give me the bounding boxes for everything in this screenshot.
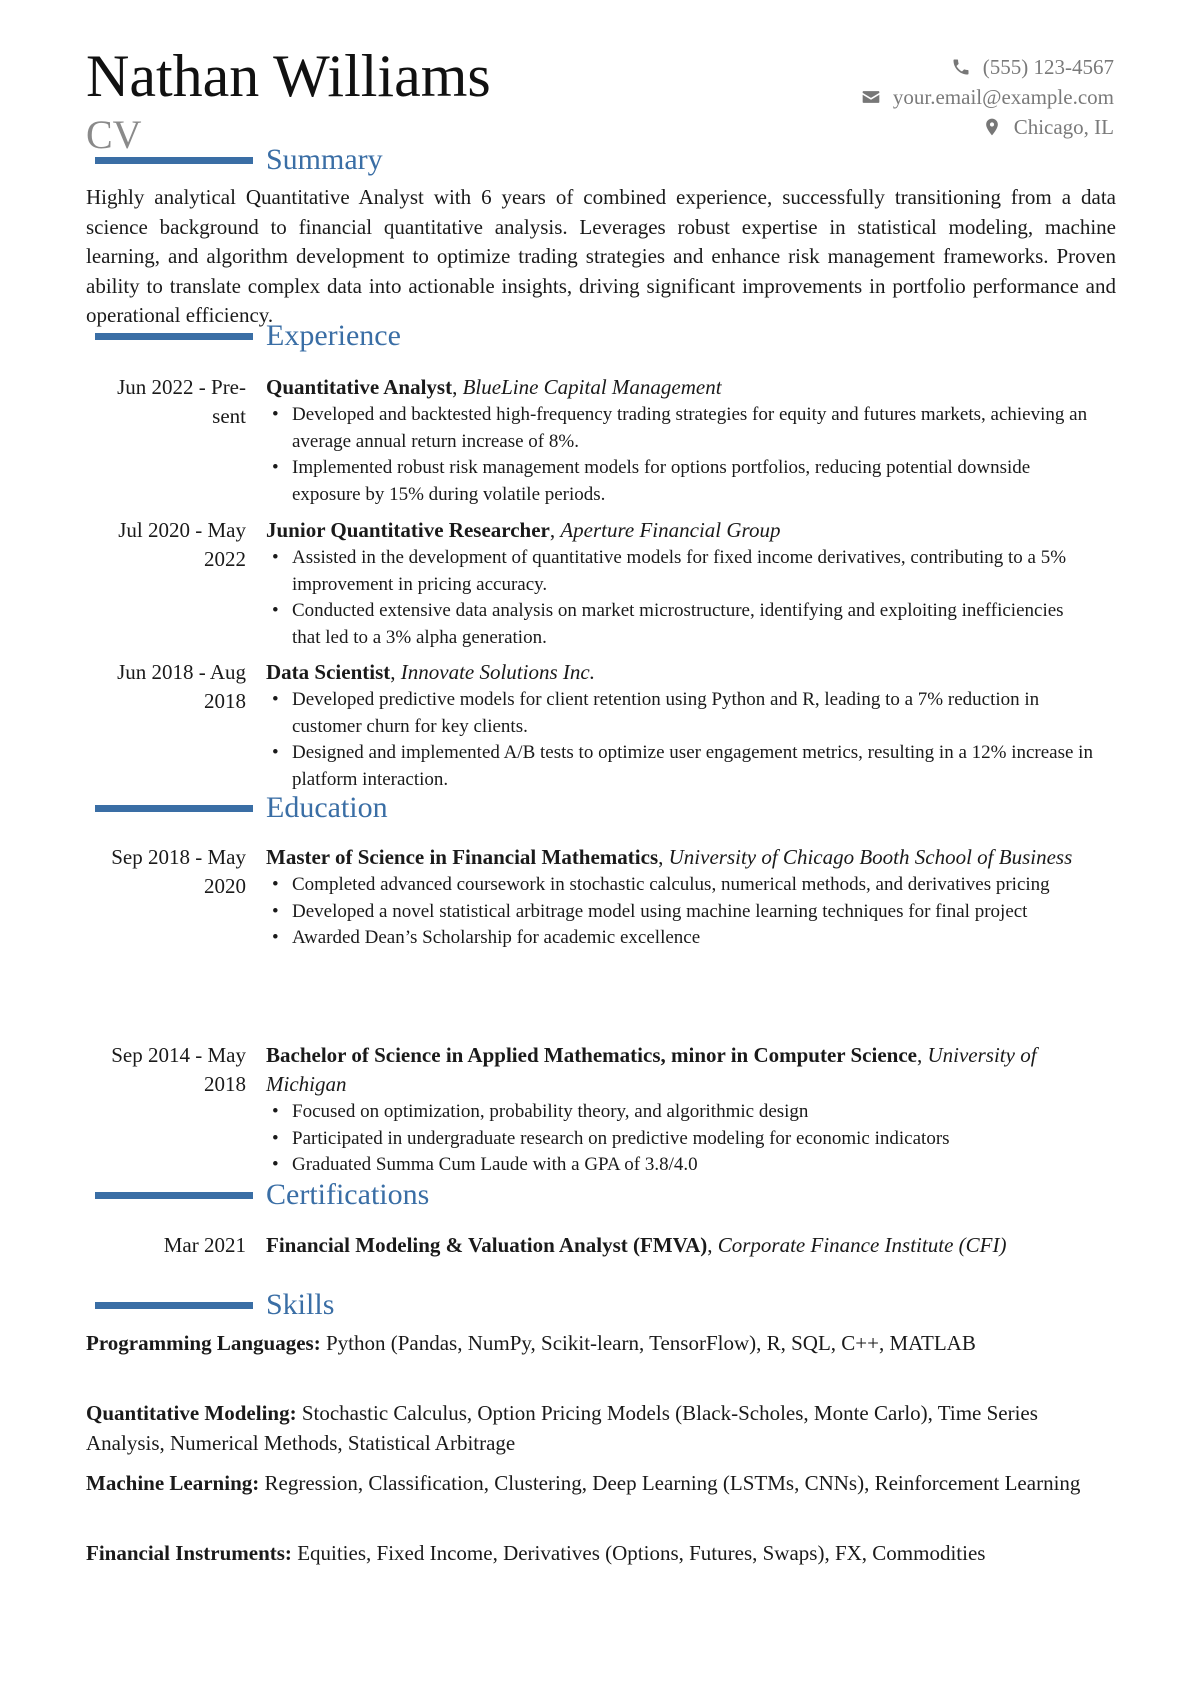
date-line: 2022 [204, 547, 246, 571]
certification-title: Financial Modeling & Valuation Analyst (FMVA) [266, 1233, 708, 1257]
email-text: your.email@example.com [892, 84, 1114, 109]
list-item: • Focused on optimization, probability theory, and algorithmic design [292, 1099, 1096, 1126]
entry-date [86, 658, 246, 716]
phone-text: (555) 123-4567 [982, 54, 1114, 79]
list-item: • Conducted extensive data analysis on market microstructure, identifying and exploiting inefficiencies that led to a 3% alpha generation. [292, 598, 1096, 651]
section-skills [0, 1287, 1190, 1323]
list-item: • Awarded Dean’s Scholarship for academic excellence [292, 925, 1096, 952]
envelope-icon [861, 87, 881, 107]
section-summary [0, 142, 1190, 178]
entry-content: Bachelor of Science in Applied Mathematics, minor in Computer Science, University of Michigan • Focused on optimization, probability theory, and algorithmic design • Participated in undergraduate research on predictive modeling for economic indicators • Graduated Summa Cum Laude with a GPA of 3.8/4.0 [266, 1041, 1096, 1179]
section-title: Education [266, 791, 388, 824]
job-title: Junior Quantitative Researcher [266, 518, 550, 542]
skill-label: Quantitative Modeling: [86, 1401, 297, 1425]
candidate-name: Nathan Williams [86, 43, 491, 109]
list-item: • Implemented robust risk management models for options portfolios, reducing potential downside exposure by 15% during volatile periods. [292, 455, 1096, 508]
skill-row [86, 1329, 1116, 1359]
job-title: Quantitative Analyst [266, 375, 453, 399]
date-line: Jun 2018 - Aug [117, 660, 246, 684]
map-pin-icon [982, 117, 1002, 137]
job-title: Data Scientist [266, 660, 391, 684]
contact-phone[interactable] [694, 52, 1114, 82]
issuer: Corporate Finance Institute (CFI) [717, 1233, 1007, 1257]
date-line: sent [212, 404, 246, 428]
skill-text: Equities, Fixed Income, Derivatives (Options, Futures, Swaps), FX, Commodities [297, 1541, 986, 1565]
date-line: 2020 [204, 874, 246, 898]
skill-row [86, 1399, 1116, 1458]
date-line: Jul 2020 - May [118, 518, 246, 542]
date-line: Sep 2014 - May [111, 1043, 246, 1067]
list-item: • Designed and implemented A/B tests to optimize user engagement metrics, resulting in a 12% increase in platform interaction. [292, 740, 1096, 793]
section-title: Certifications [266, 1178, 430, 1211]
degree-title: Master of Science in Financial Mathematics [266, 845, 659, 869]
section-title: Experience [266, 319, 401, 352]
section-education [0, 790, 1190, 826]
section-bar [95, 805, 253, 812]
section-certifications [0, 1177, 1190, 1213]
entry-content: Quantitative Analyst, BlueLine Capital Management • Developed and backtested high-frequency trading strategies for equity and futures markets, achieving an average annual return increase of 8%. • Implemented robust risk management models for options portfolios, reducing potential downside exposure by 15% during volatile periods. [266, 373, 1096, 508]
location-text: Chicago, IL [1013, 114, 1114, 139]
skill-text: Python (Pandas, NumPy, Scikit-learn, TensorFlow), R, SQL, C++, MATLAB [325, 1331, 976, 1355]
list-item: • Developed a novel statistical arbitrage model using machine learning techniques for final project [292, 899, 1096, 926]
skill-text: Stochastic Calculus, Option Pricing Models (Black-Scholes, Monte Carlo), Time Series Analysis, Numerical Methods, Statistical Arbitrage [86, 1401, 1038, 1455]
entry-content: Data Scientist, Innovate Solutions Inc. • Developed predictive models for client retention using Python and R, leading to a 7% reduction in customer churn for key clients. • Designed and implemented A/B tests to optimize user engagement metrics, resulting in a 12% increase in platform interaction. [266, 658, 1096, 793]
entry-content: Financial Modeling & Valuation Analyst (FMVA), Corporate Finance Institute (CFI) [266, 1233, 1007, 1257]
entry-content: Junior Quantitative Researcher, Aperture Financial Group • Assisted in the development of quantitative models for fixed income derivatives, contributing to a 5% improvement in pricing accuracy. • Conducted extensive data analysis on market microstructure, identifying and exploiting inefficiencies that led to a 3% alpha generation. [266, 516, 1096, 651]
list-item: • Assisted in the development of quantitative models for fixed income derivatives, contributing to a 5% improvement in pricing accuracy. [292, 545, 1096, 598]
degree-title: Bachelor of Science in Applied Mathematics, minor in Computer Science [266, 1043, 917, 1067]
section-title: Summary [266, 143, 383, 176]
skill-label: Machine Learning: [86, 1471, 260, 1495]
bullet-list [266, 402, 1096, 508]
entry-date [86, 1041, 246, 1099]
date-line: 2018 [204, 1072, 246, 1096]
date-line: Jun 2022 - Pre- [117, 375, 246, 399]
list-item: • Developed and backtested high-frequency trading strategies for equity and futures markets, achieving an average annual return increase of 8%. [292, 402, 1096, 455]
list-item: • Graduated Summa Cum Laude with a GPA of 3.8/4.0 [292, 1152, 1096, 1179]
list-item: • Completed advanced coursework in stochastic calculus, numerical methods, and derivatives pricing [292, 872, 1096, 899]
section-bar [95, 157, 253, 164]
skill-label: Financial Instruments: [86, 1541, 292, 1565]
phone-icon [951, 57, 971, 77]
employer: BlueLine Capital Management [462, 375, 722, 399]
section-bar [95, 1302, 253, 1309]
skill-text: Regression, Classification, Clustering, Deep Learning (LSTMs, CNNs), Reinforcement Learning [264, 1471, 1081, 1495]
institution: University of Michigan [266, 1043, 1037, 1096]
bullet-list [266, 1099, 1096, 1179]
entry-content: Master of Science in Financial Mathematics, University of Chicago Booth School of Business • Completed advanced coursework in stochastic calculus, numerical methods, and derivatives pricing • Developed a novel statistical arbitrage model using machine learning techniques for final project • Awarded Dean’s Scholarship for academic excellence [266, 843, 1096, 952]
date-line: Sep 2018 - May [111, 845, 246, 869]
bullet-list [266, 687, 1096, 793]
employer: Aperture Financial Group [560, 518, 781, 542]
contact-location [694, 112, 1114, 142]
section-title: Skills [266, 1288, 335, 1321]
summary-text: Highly analytical Quantitative Analyst with 6 years of combined experience, successfully transitioning from a data science background to financial quantitative analysis. Leverages robust expertise in statistical modeling, machine learning, and algorithm development to optimize trading strategies and enhance risk management frameworks. Proven ability to translate complex data into actionable insights, driving significant improvements in portfolio performance and operational efficiency. [86, 185, 1116, 327]
date-line: 2018 [204, 689, 246, 713]
list-item: • Developed predictive models for client retention using Python and R, leading to a 7% reduction in customer churn for key clients. [292, 687, 1096, 740]
contact-block [694, 52, 1114, 142]
entry-date [86, 843, 246, 901]
bullet-list [266, 872, 1096, 952]
entry-date: Mar 2021 [163, 1233, 246, 1257]
document-subtitle: CV [86, 112, 142, 157]
section-experience [0, 318, 1190, 354]
skill-row [86, 1469, 1116, 1499]
institution: University of Chicago Booth School of Business [668, 845, 1073, 869]
skill-row [86, 1539, 1116, 1569]
contact-email[interactable] [694, 82, 1114, 112]
entry-date [86, 516, 246, 574]
bullet-list [266, 545, 1096, 651]
entry-date [86, 373, 246, 431]
list-item: • Participated in undergraduate research on predictive modeling for economic indicators [292, 1126, 1096, 1153]
section-bar [95, 1192, 253, 1199]
employer: Innovate Solutions Inc. [400, 660, 595, 684]
section-bar [95, 333, 253, 340]
skill-label: Programming Languages: [86, 1331, 321, 1355]
